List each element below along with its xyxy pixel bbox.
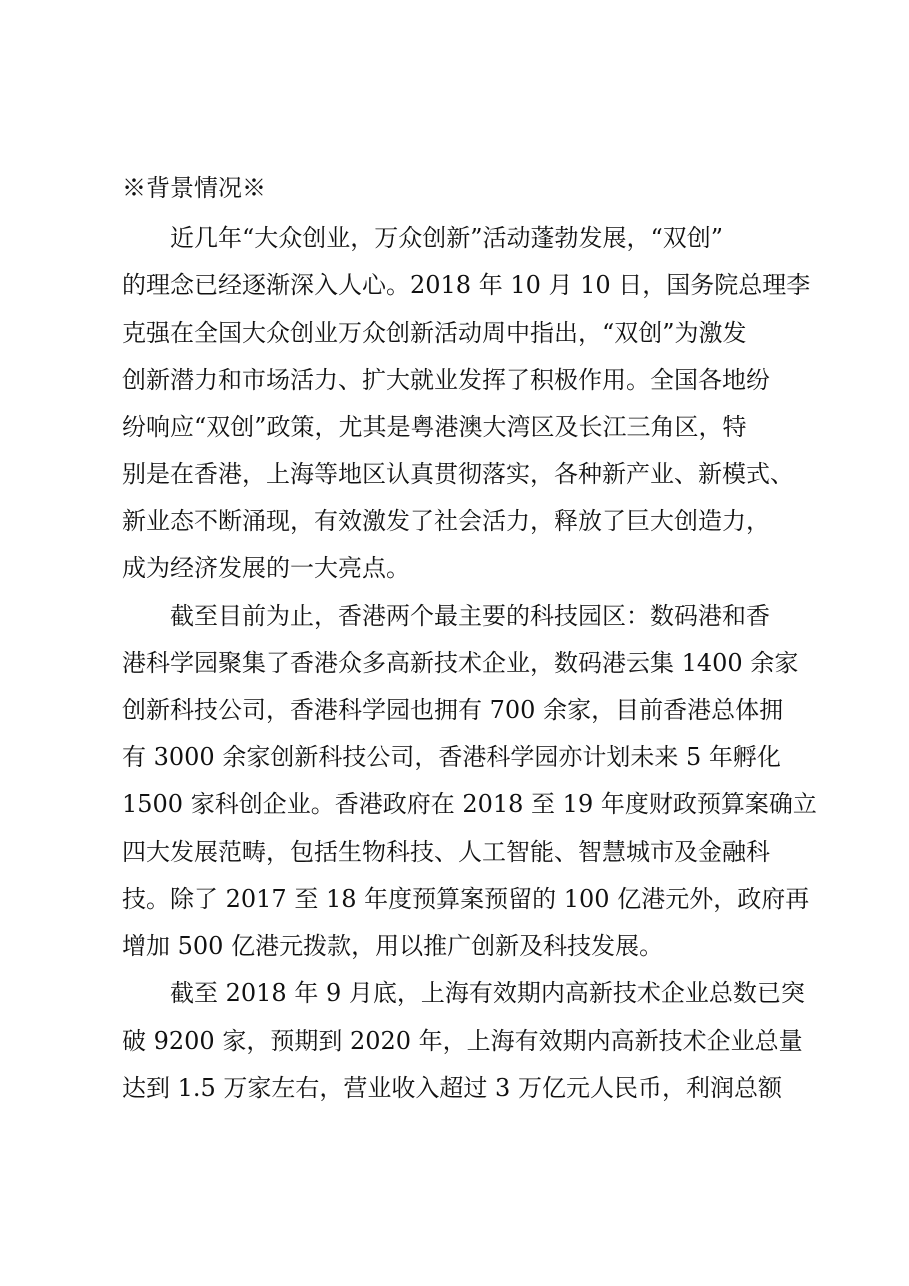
text-line: 创新潜力和市场活力、扩大就业发挥了积极作用。全国各地纷: [122, 366, 770, 394]
text-line: 1500 家科创企业。香港政府在 2018 至 19 年度财政预算案确立: [122, 790, 817, 818]
text-line: 截至目前为止，香港两个最主要的科技园区：数码港和香: [170, 602, 770, 630]
text-line: 四大发展范畴，包括生物科技、人工智能、智慧城市及金融科: [122, 838, 770, 866]
text-line: 的理念已经逐渐深入人心。2018 年 10 月 10 日，国务院总理李: [122, 271, 811, 299]
text-line: 港科学园聚集了香港众多高新技术企业，数码港云集 1400 余家: [122, 649, 799, 677]
text-line: 近几年“大众创业，万众创新”活动蓬勃发展，“双创”: [170, 224, 724, 252]
text-line: 成为经济发展的一大亮点。: [122, 554, 410, 582]
text-line: 截至 2018 年 9 月底，上海有效期内高新技术企业总数已突: [170, 979, 805, 1007]
text-line: 增加 500 亿港元拨款，用以推广创新及科技发展。: [122, 932, 664, 960]
text-line: 达到 1.5 万家左右，营业收入超过 3 万亿元人民币，利润总额: [122, 1074, 782, 1102]
text-line: 克强在全国大众创业万众创新活动周中指出，“双创”为激发: [122, 319, 747, 347]
text-line: 有 3000 余家创新科技公司，香港科学园亦计划未来 5 年孵化: [122, 743, 781, 771]
text-line: 破 9200 家，预期到 2020 年，上海有效期内高新技术企业总量: [122, 1027, 803, 1055]
text-line: 技。除了 2017 至 18 年度预算案预留的 100 亿港元外，政府再: [122, 885, 810, 913]
text-line: 新业态不断涌现，有效激发了社会活力，释放了巨大创造力，: [122, 507, 770, 535]
document-heading: ※背景情况※: [122, 174, 266, 202]
text-line: 别是在香港，上海等地区认真贯彻落实，各种新产业、新模式、: [122, 460, 794, 488]
text-line: 纷响应“双创”政策，尤其是粤港澳大湾区及长江三角区，特: [122, 413, 747, 441]
text-line: 创新科技公司，香港科学园也拥有 700 余家，目前香港总体拥: [122, 696, 784, 724]
